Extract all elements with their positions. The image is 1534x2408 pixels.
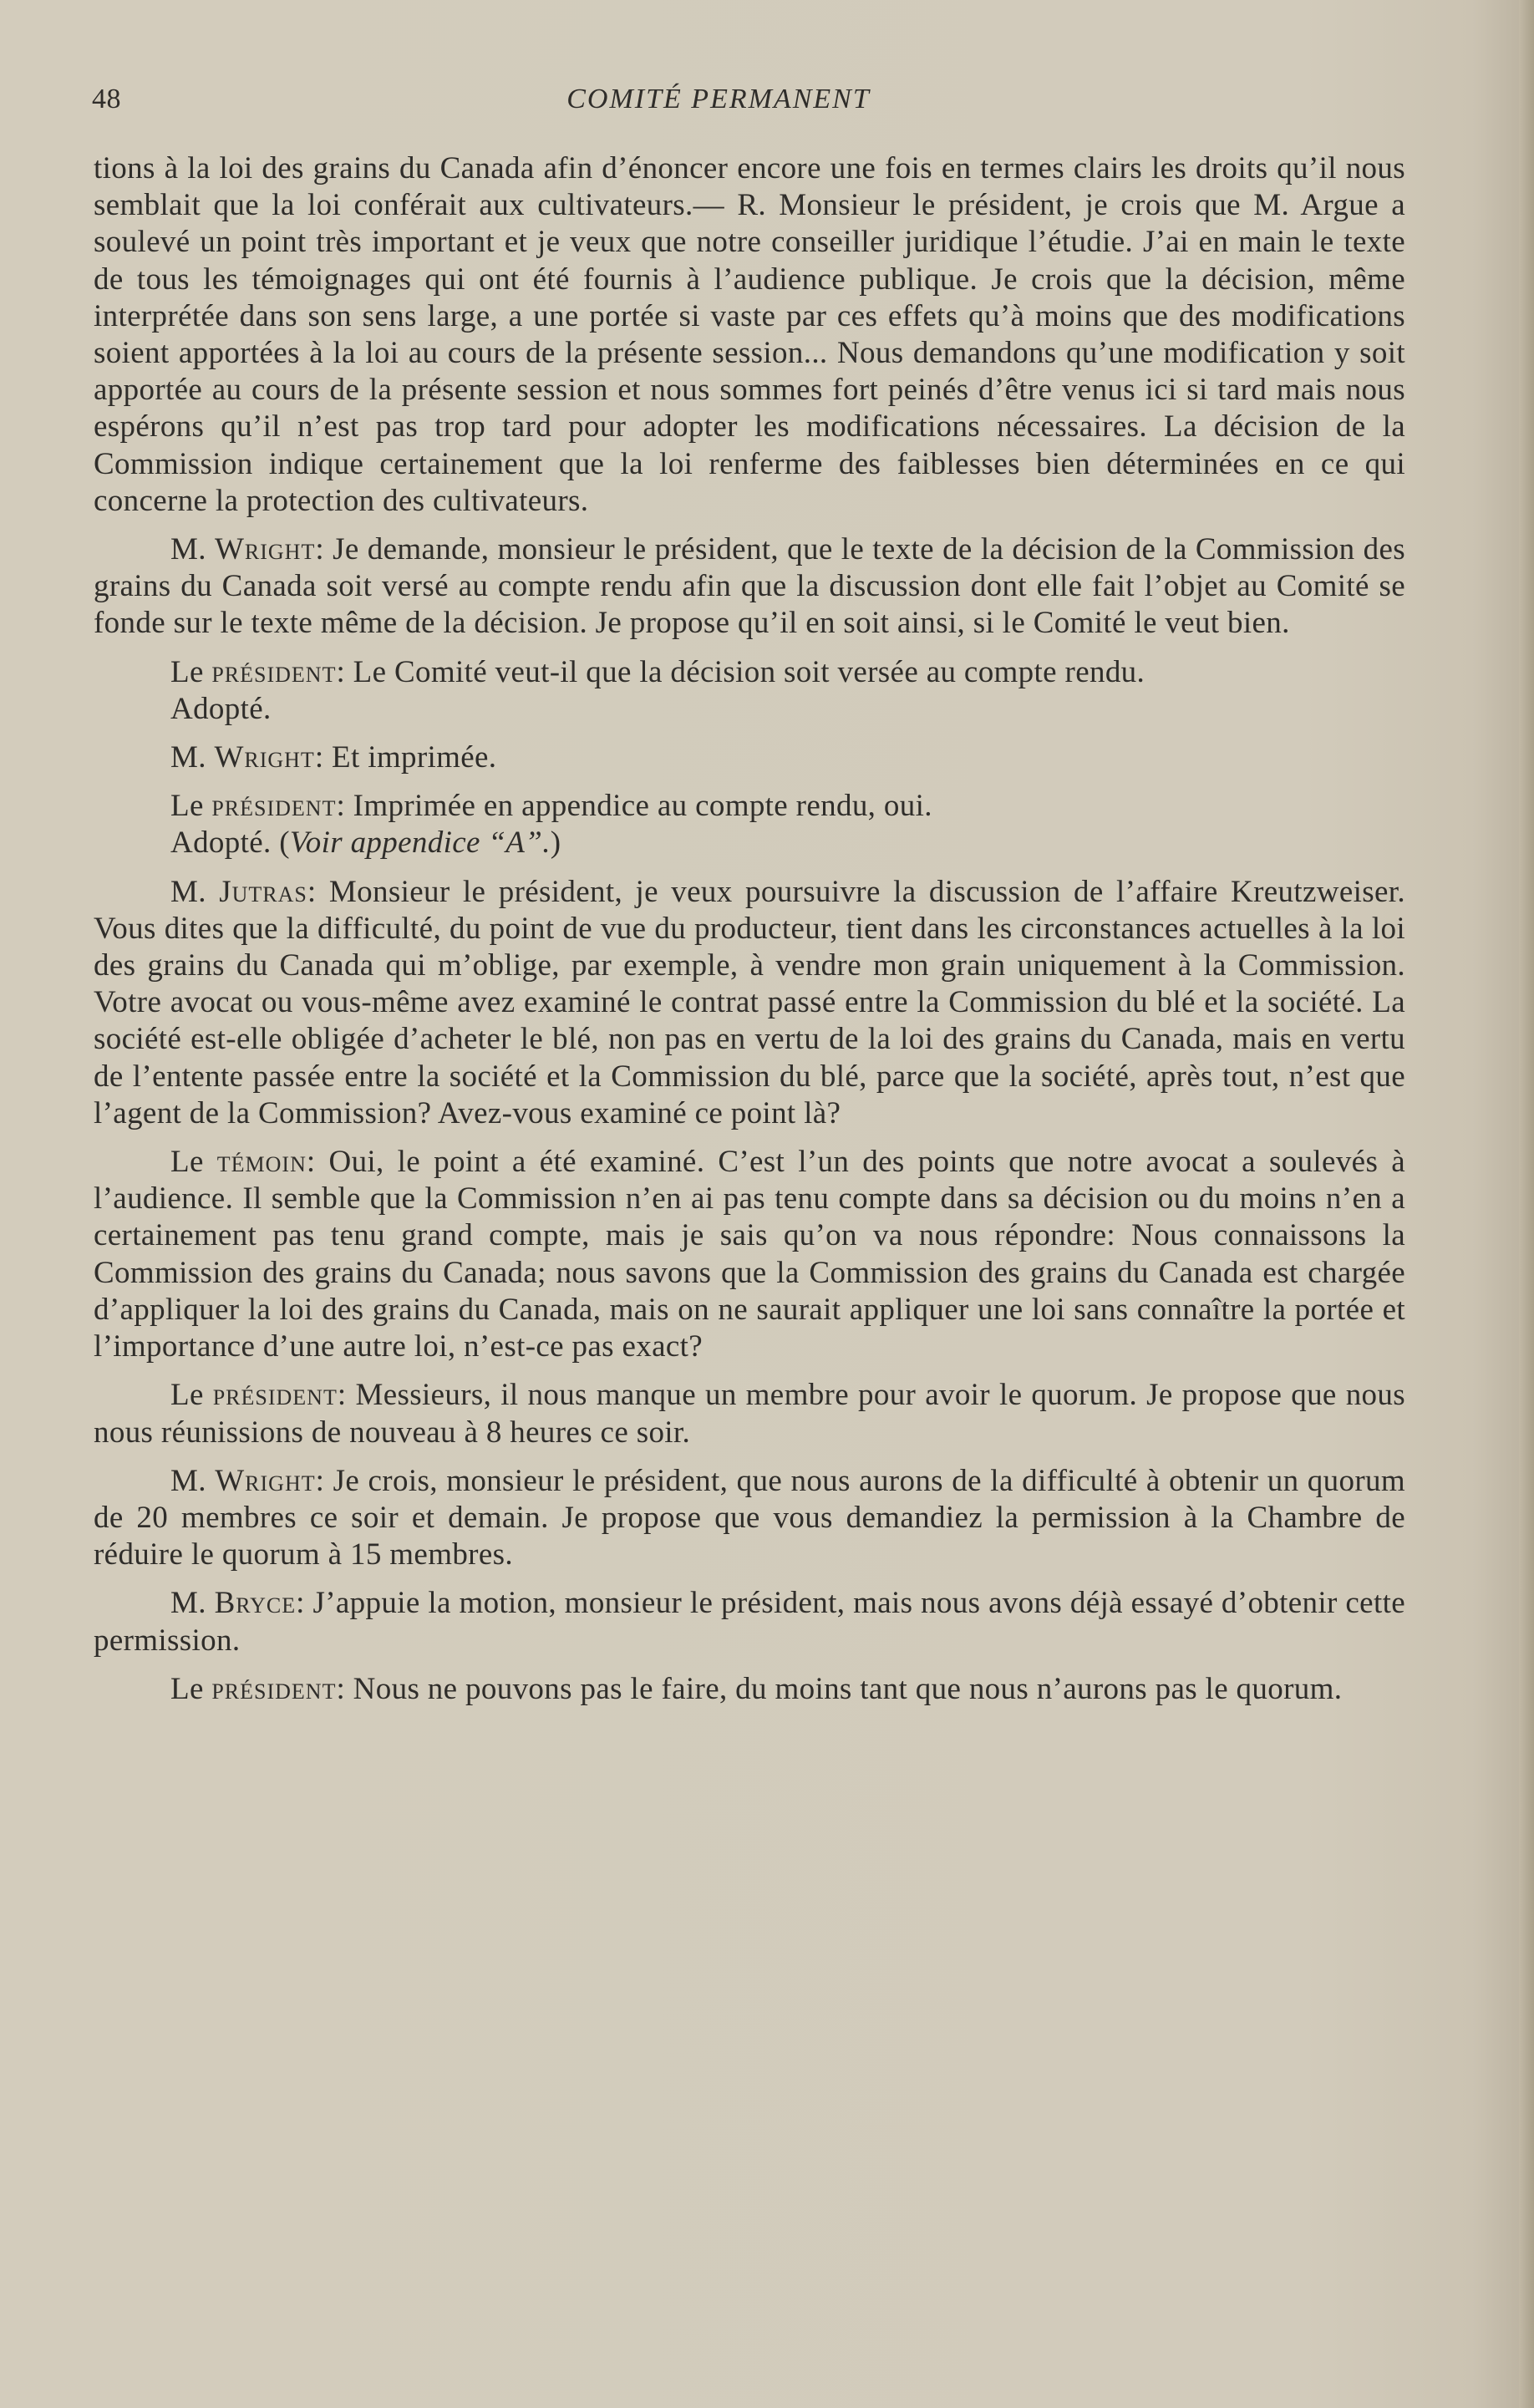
running-head: COMITÉ PERMANENT: [566, 84, 871, 114]
paragraph-temoin: [94, 1144, 1405, 1365]
page-edge: [1519, 0, 1534, 2408]
speech-text: : Oui, le point a été examiné. C’est l’un des points que notre avocat a soulevés à l’audience. Il semble que la Commission n’en ai pas tenu compte dans sa décision ou du moins n’en a certainement pas tenu grand compte, mais je sais qu’on va nous répondre: Nous connaissons la Commission des grains du Canada; nous savons que la Commission des grains du Canada est chargée d’appliquer la loi des grains du Canada, mais on ne saurait appliquer une loi sans connaître la portée et l’importance d’une autre loi, n’est-ce pas exact?: [94, 1145, 1405, 1364]
speaker-name: Jutras: [219, 874, 307, 909]
paragraph-continuation: tions à la loi des grains du Canada afin d’énoncer encore une fois en termes clairs les droits qu’il nous semblait que la loi conférait aux cultivateurs.— R. Monsieur le président, je crois que M. Argue a soulevé un point très important et je veux que notre conseiller juridique l’étudie. J’ai en main le texte de tous les témoignages qui ont été fournis à l’audience publique. Je crois que la décision, même interprétée dans son sens large, a une portée si vaste par ces effets qu’à moins que des modifications soient apportées à la loi au cours de la présente session... Nous demandons qu’une modification y soit apportée au cours de la présente session et nous sommes fort peinés d’être venus ici si tard mais nous espérons qu’il n’est pas trop tard pour adopter les modifications nécessaires. La décision de la Commission indique certainement que la loi renferme des faiblesses bien déterminées en ce qui concerne la protection des cultivateurs.: [94, 151, 1405, 518]
paragraph-president-2: [94, 788, 1405, 825]
speech-text: : Nous ne pouvons pas le faire, du moins tant que nous n’aurons pas le quorum.: [336, 1671, 1343, 1706]
speaker-name: président: [211, 1671, 337, 1706]
paragraph-president-1: [94, 654, 1405, 691]
paragraph-wright-1: [94, 531, 1405, 643]
paragraph-president-3: [94, 1377, 1405, 1450]
speaker-name: Wright: [214, 740, 315, 775]
paragraph-bryce: [94, 1585, 1405, 1659]
adopted-line-2: [94, 825, 1405, 861]
speech-text: : Monsieur le président, je veux poursuivre la discussion de l’affaire Kreutzweiser. Vous dites que la difficulté, du point de vue du producteur, tient dans les circonstances actuelles à la loi des grains du Canada qui m’oblige, par exemple, à vendre mon grain uniquement à la Commission. Votre avocat ou vous-même avez examiné le contrat passé entre la Commission du blé et la société. La société est-elle obligée d’acheter le blé, non pas en vertu de la loi des grains du Canada, mais en vertu de l’entente passée entre la société et la Commission du blé, parce que la société, après tout, n’est que l’agent de la Commission? Avez-vous examiné ce point là?: [94, 874, 1405, 1130]
speaker-prefix: M.: [170, 1463, 216, 1498]
speech-text: : Imprimée en appendice au compte rendu, oui.: [336, 789, 932, 824]
body-text: [94, 150, 1405, 1708]
speaker-prefix: Le: [170, 1145, 217, 1180]
speaker-name: Wright: [214, 532, 316, 567]
paragraph-wright-2: [94, 739, 1405, 776]
speaker-name: Wright: [215, 1463, 316, 1498]
speech-text: : Et imprimée.: [314, 740, 497, 775]
appendix-reference: Voir appendice “A”.: [289, 826, 551, 861]
speaker-name: président: [211, 654, 337, 689]
speaker-prefix: Le: [170, 654, 212, 689]
page-number: 48: [92, 84, 121, 114]
speech-text: : J’appuie la motion, monsieur le président, mais nous avons déjà essayé d’obtenir cette permission.: [94, 1586, 1405, 1658]
paragraph-jutras: [94, 874, 1405, 1132]
speaker-prefix: M.: [170, 874, 220, 909]
speaker-name: Bryce: [214, 1586, 297, 1621]
speaker-prefix: Le: [170, 1671, 212, 1706]
speaker-prefix: Le: [170, 789, 212, 824]
speech-text: : Le Comité veut-il que la décision soit versée au compte rendu.: [336, 654, 1145, 689]
adopted-line-1: Adopté.: [170, 691, 272, 726]
speaker-name: témoin: [216, 1145, 307, 1180]
speaker-prefix: M.: [170, 532, 215, 567]
speaker-prefix: M.: [170, 1586, 215, 1621]
speech-text: : Messieurs, il nous manque un membre pour avoir le quorum. Je propose que nous nous réunissions de nouveau à 8 heures ce soir.: [94, 1378, 1405, 1450]
speaker-name: président: [211, 789, 337, 824]
adopted-suffix: ): [550, 826, 561, 861]
adopted-prefix: Adopté. (: [170, 826, 290, 861]
paragraph-president-4: [94, 1671, 1405, 1708]
speech-text: : Je demande, monsieur le président, que le texte de la décision de la Commission des grains du Canada soit versé au compte rendu afin que la discussion dont elle fait l’objet au Comité se fonde sur le texte même de la décision. Je propose qu’il en soit ainsi, si le Comité le veut bien.: [94, 532, 1405, 641]
speech-text: : Je crois, monsieur le président, que nous aurons de la difficulté à obtenir un quorum de 20 membres ce soir et demain. Je propose que vous demandiez la permission à la Chambre de réduire le quorum à 15 membres.: [94, 1463, 1406, 1572]
page-header: [92, 84, 1404, 125]
speaker-prefix: M.: [170, 740, 215, 775]
speaker-name: président: [212, 1378, 338, 1413]
speaker-prefix: Le: [170, 1378, 213, 1413]
paragraph-wright-3: [94, 1463, 1405, 1574]
